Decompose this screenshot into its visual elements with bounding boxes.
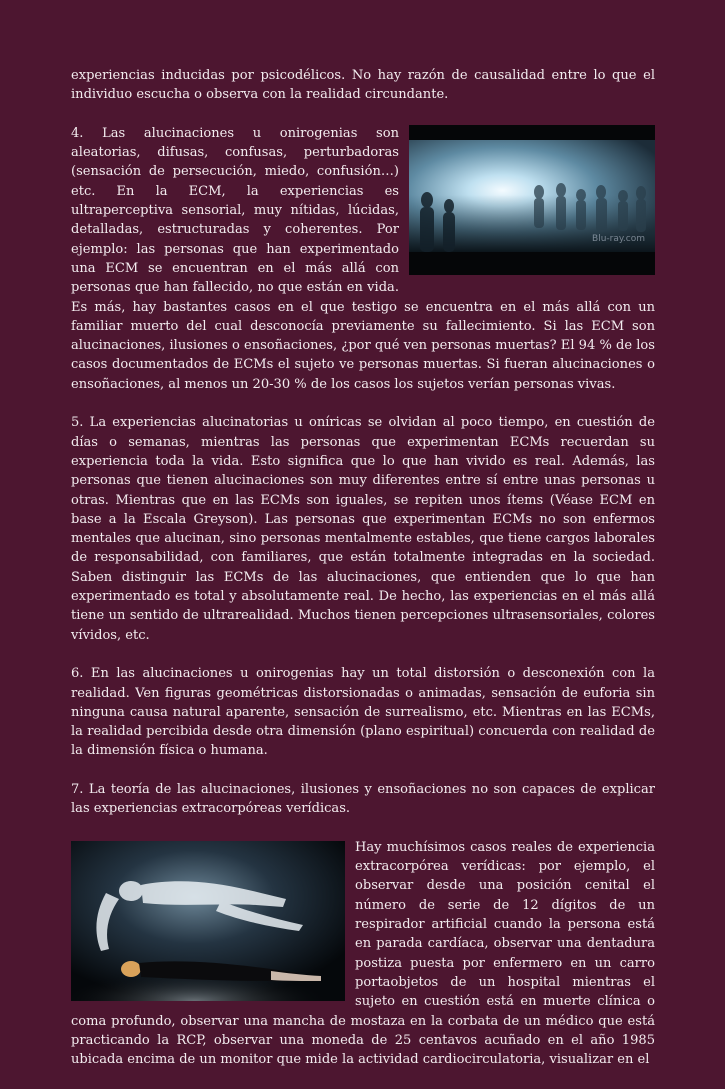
- photo-watermark: Blu-ray.com: [592, 233, 645, 244]
- paragraph-point-6: 6. En las alucinaciones u onirogenias hay un total distorsión o desconexión con la realidad. Ven figuras geométricas distorsionadas o animadas, sensación de euforia sin ninguna causa natural aparente, sensación de surrealismo, etc. Mientras en las ECMs, la realidad percibida desde otra dimensión (plano espiritual) concuerda con realidad de la dimensión física o humana.: [71, 666, 655, 759]
- paragraph-intro-continuation: experiencias inducidas por psicodélicos. No hay razón de causalidad entre lo que el individuo escucha o observa con la realidad circundante.: [71, 68, 655, 103]
- document-page: [71, 66, 655, 1089]
- crowd-in-light-photo: [409, 125, 655, 275]
- paragraph-point-5: 5. La experiencias alucinatorias u oníricas se olvidan al poco tiempo, en cuestión de días o semanas, mientras las personas que experimentan ECMs recuerdan su experiencia toda la vida. Esto significa que lo que han vivido es real. Además, las personas que tienen alucinaciones son muy diferentes entre sí entre unas personas u otras. Mientras que en las ECMs son iguales, se repiten unos ítems (Véase ECM en base a la Escala Greyson). Las personas que experimentan ECMs no son enfermos mentales que alucinan, sino personas mentalmente estables, que tiene cargos laborales de responsabilidad, con familiares, que están totalmente integradas en la sociedad. Saben distinguir las ECMs de las alucinaciones, que entienden que lo que han experimentado es total y absolutamente real. De hecho, las experiencias en el más allá tiene un sentido de ultrarealidad. Muchos tienen percepciones ultrasensoriales, colores vívidos, etc.: [71, 415, 655, 643]
- paragraph-point-7: 7. La teoría de las alucinaciones, ilusiones y ensoñaciones no son capaces de explicar las experiencias extracorpóreas verídicas.: [71, 781, 655, 817]
- paragraph-closing: Hay muchísimos casos reales de experiencia extracorpórea verídicas: por ejemplo, el observar desde una posición cenital el número de serie de 12 dígitos de un respirador artificial cuando la persona está en parada cardíaca, observar una dentadura postiza puesta por enfermero en un carro portaobjetos de un hospital mientras el sujeto en cuestión está en muerte clínica o coma profundo, observar una mancha de mostaza en la corbata de un médico que está practicando la RCP, observar una moneda de 25 centavos acuñado en el año 1985 ubicada encima de un monitor que mide la actividad cardiocirculatoria, visualizar en el: [71, 839, 655, 1068]
- paragraph-point-4: 4. Las alucinaciones u onirogenias son aleatorias, difusas, confusas, perturbadoras (sensación de persecución, miedo, confusión…) etc. En la ECM, la experiencias es ultraperceptiva sensorial, muy nítidas, lúcidas, detalladas, estructuradas y coherentes. Por ejemplo: las personas que han experimentado una ECM se encuentran en el más allá con personas que han fallecido, no que están en vida. Es más, hay bastantes casos en el que testigo se encuentra en el más allá con un familiar muerto del cual desconocía previamente su fallecimiento. Si las ECM son alucinaciones, ilusiones o ensoñaciones, ¿por qué ven personas muertas? El 94 % de los casos documentados de ECMs el sujeto ve personas muertas. Si fueran alucinaciones o ensoñaciones, al menos un 20-30 % de los casos los sujetos verían personas vivas.: [71, 125, 655, 392]
- out-of-body-photo: [71, 841, 345, 1001]
